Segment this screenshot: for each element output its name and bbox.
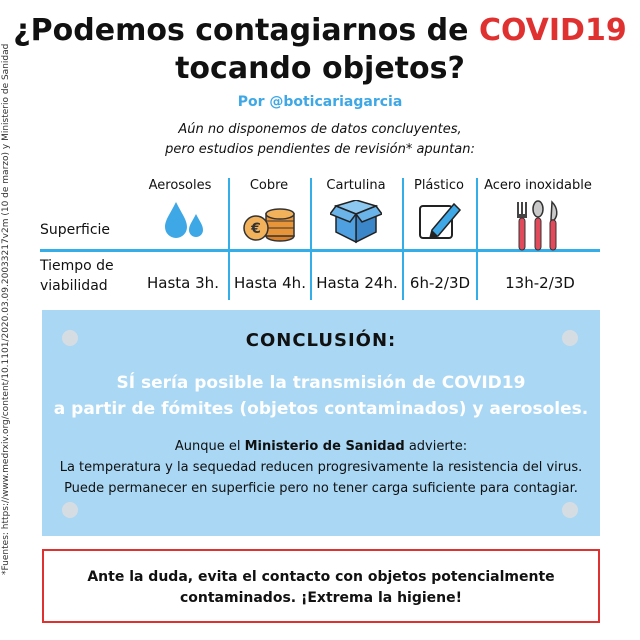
column-header-aerosols: Aerosoles bbox=[148, 178, 212, 193]
advice-text bbox=[44, 567, 598, 609]
page-title bbox=[0, 12, 640, 88]
pencil-card-icon bbox=[418, 200, 462, 246]
note-suffix: advierte: bbox=[408, 439, 468, 454]
title-line2: tocando objetos? bbox=[175, 51, 465, 86]
title-line1-prefix: ¿Podemos contagiarnos de bbox=[13, 13, 469, 48]
cell-plastic-time: 6h-2/3D bbox=[409, 274, 471, 292]
cell-cardboard-time: Hasta 24h. bbox=[316, 274, 398, 292]
box-icon bbox=[330, 200, 382, 248]
conclusion-title: CONCLUSIÓN: bbox=[245, 330, 397, 351]
intro-text bbox=[0, 120, 640, 160]
advice-box bbox=[42, 549, 600, 623]
row-label-time-line2: viabilidad bbox=[40, 278, 108, 294]
svg-text:€: € bbox=[251, 221, 261, 237]
water-drops-icon bbox=[160, 200, 206, 244]
row-label-time-line1: Tiempo de bbox=[40, 258, 114, 274]
cutlery-icon bbox=[514, 200, 562, 256]
column-header-cardboard: Cartulina bbox=[326, 178, 386, 193]
sources-footnote: *Fuentes: https://www.medrxiv.org/content/10.1101/2020.03.09.20033217v2m (10 de marzo) y Ministerio de Sanidad bbox=[1, 43, 11, 575]
note-organization: Ministerio de Sanidad bbox=[244, 439, 405, 454]
intro-line1: Aún no disponemos de datos concluyentes, bbox=[178, 122, 462, 137]
pin-dot bbox=[62, 502, 78, 518]
column-header-copper: Cobre bbox=[249, 178, 289, 193]
byline: Por @boticariagarcia bbox=[237, 94, 403, 110]
row-label-surface: Superficie bbox=[40, 222, 111, 238]
conclusion-lead-line2: a partir de fómites (objetos contaminados) y aerosoles. bbox=[53, 399, 589, 419]
conclusion-lead-line1: SÍ sería posible la transmisión de COVID19 bbox=[116, 373, 526, 393]
column-divider bbox=[476, 178, 478, 300]
row-label-time bbox=[40, 256, 114, 296]
cell-copper-time: Hasta 4h. bbox=[234, 274, 306, 292]
detail-line1: La temperatura y la sequedad reducen progresivamente la resistencia del virus. bbox=[59, 460, 583, 475]
cell-aerosols-time: Hasta 3h. bbox=[147, 274, 219, 292]
column-header-steel: Acero inoxidable bbox=[484, 178, 592, 193]
coins-icon bbox=[240, 200, 298, 246]
advice-line1: Ante la duda, evita el contacto con objetos potencialmente bbox=[87, 569, 555, 585]
detail-line2: Puede permanecer en superficie pero no tener carga suficiente para contagiar. bbox=[64, 481, 578, 496]
title-highlight: COVID19 bbox=[478, 13, 627, 48]
cell-steel-time: 13h-2/3D bbox=[505, 274, 575, 292]
advice-line2: contaminados. ¡Extrema la higiene! bbox=[179, 590, 463, 606]
note-prefix: Aunque el bbox=[174, 439, 241, 454]
conclusion-lead bbox=[42, 370, 600, 422]
conclusion-details bbox=[42, 436, 600, 499]
intro-line2: pero estudios pendientes de revisión* apuntan: bbox=[165, 142, 475, 157]
pin-dot bbox=[562, 502, 578, 518]
column-header-plastic: Plástico bbox=[413, 178, 464, 193]
conclusion-box bbox=[42, 310, 600, 536]
